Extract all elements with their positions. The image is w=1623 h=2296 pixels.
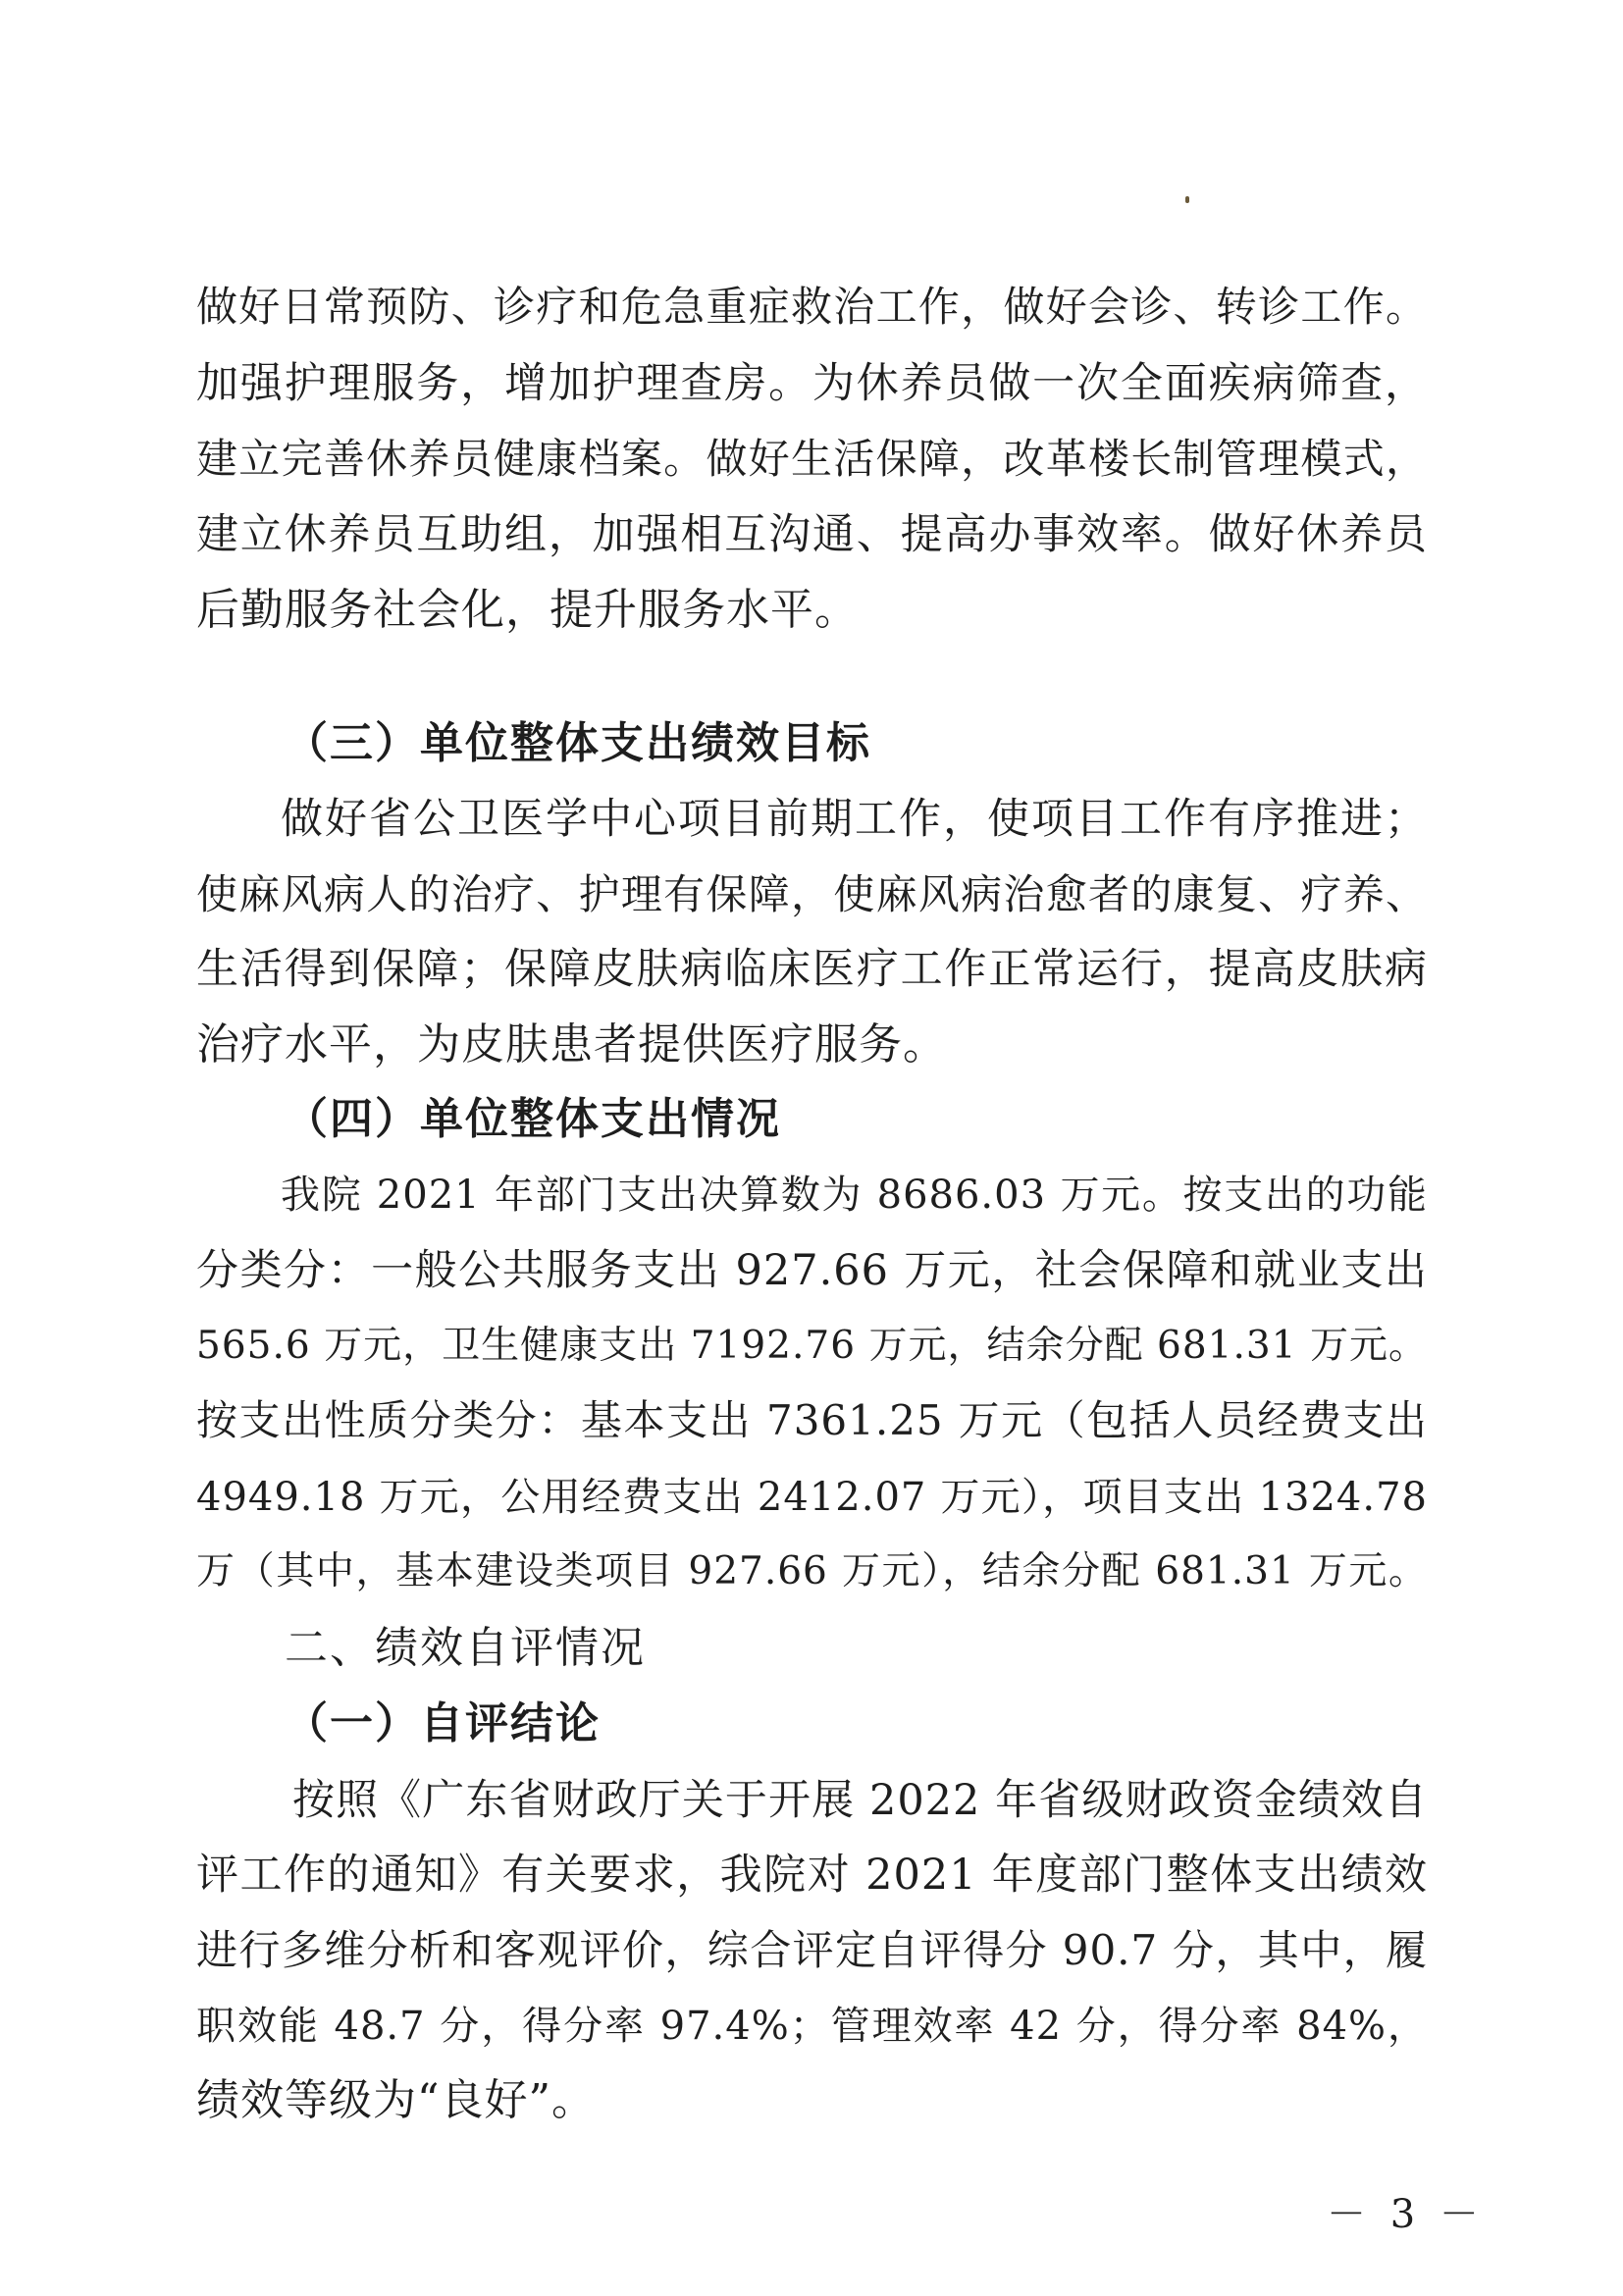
paragraph-line: 4949.18 万元，公用经费支出 2412.07 万元），项目支出 1324.78 (196, 1475, 1428, 1520)
paragraph-line: 565.6 万元，卫生健康支出 7192.76 万元，结余分配 681.31 万元。 (196, 1324, 1428, 1368)
paragraph-line: 做好省公卫医学中心项目前期工作，使项目工作有序推进； (281, 795, 1428, 844)
scan-speck (1185, 196, 1189, 203)
paragraph-line: 按照《广东省财政厅关于开展 2022 年省级财政资金绩效自 (292, 1776, 1428, 1825)
part-heading: 二、绩效自评情况 (285, 1623, 646, 1673)
paragraph-line: 绩效等级为“良好”。 (196, 2075, 596, 2125)
section-heading: （一）自评结论 (285, 1698, 601, 1748)
section-heading: （三）单位整体支出绩效目标 (285, 718, 871, 768)
paragraph-line: 进行多维分析和客观评价，综合评定自评得分 90.7 分，其中，履 (196, 1926, 1428, 1974)
page-number: － 3 － (1327, 2192, 1485, 2237)
section-heading: （四）单位整体支出情况 (285, 1094, 781, 1144)
paragraph-line: 加强护理服务，增加护理查房。为休养员做一次全面疾病筛查， (196, 359, 1428, 408)
paragraph-line: 评工作的通知》有关要求，我院对 2021 年度部门整体支出绩效 (196, 1851, 1428, 1900)
paragraph-line: 我院 2021 年部门支出决算数为 8686.03 万元。按支出的功能 (281, 1173, 1428, 1218)
paragraph-line: 建立休养员互助组，加强相互沟通、提高办事效率。做好休养员 (196, 510, 1428, 559)
paragraph-line: 生活得到保障；保障皮肤病临床医疗工作正常运行，提高皮肤病 (196, 945, 1428, 994)
paragraph-line: 建立完善休养员健康档案。做好生活保障，改革楼长制管理模式， (196, 435, 1428, 483)
paragraph-line: 按支出性质分类分：基本支出 7361.25 万元（包括人员经费支出 (196, 1396, 1428, 1444)
paragraph-line: 治疗水平，为皮肤患者提供医疗服务。 (196, 1019, 947, 1070)
paragraph-line: 职效能 48.7 分，得分率 97.4%；管理效率 42 分，得分率 84%， (196, 2004, 1428, 2049)
paragraph-line: 做好日常预防、诊疗和危急重症救治工作，做好会诊、转诊工作。 (196, 283, 1428, 331)
paragraph-line: 后勤服务社会化，提升服务水平。 (196, 585, 859, 635)
paragraph-line: 使麻风病人的治疗、护理有保障，使麻风病治愈者的康复、疗养、 (196, 870, 1428, 918)
paragraph-line: 分类分：一般公共服务支出 927.66 万元，社会保障和就业支出 (196, 1246, 1428, 1295)
paragraph-line: 万（其中，基本建设类项目 927.66 万元），结余分配 681.31 万元。 (196, 1549, 1428, 1593)
